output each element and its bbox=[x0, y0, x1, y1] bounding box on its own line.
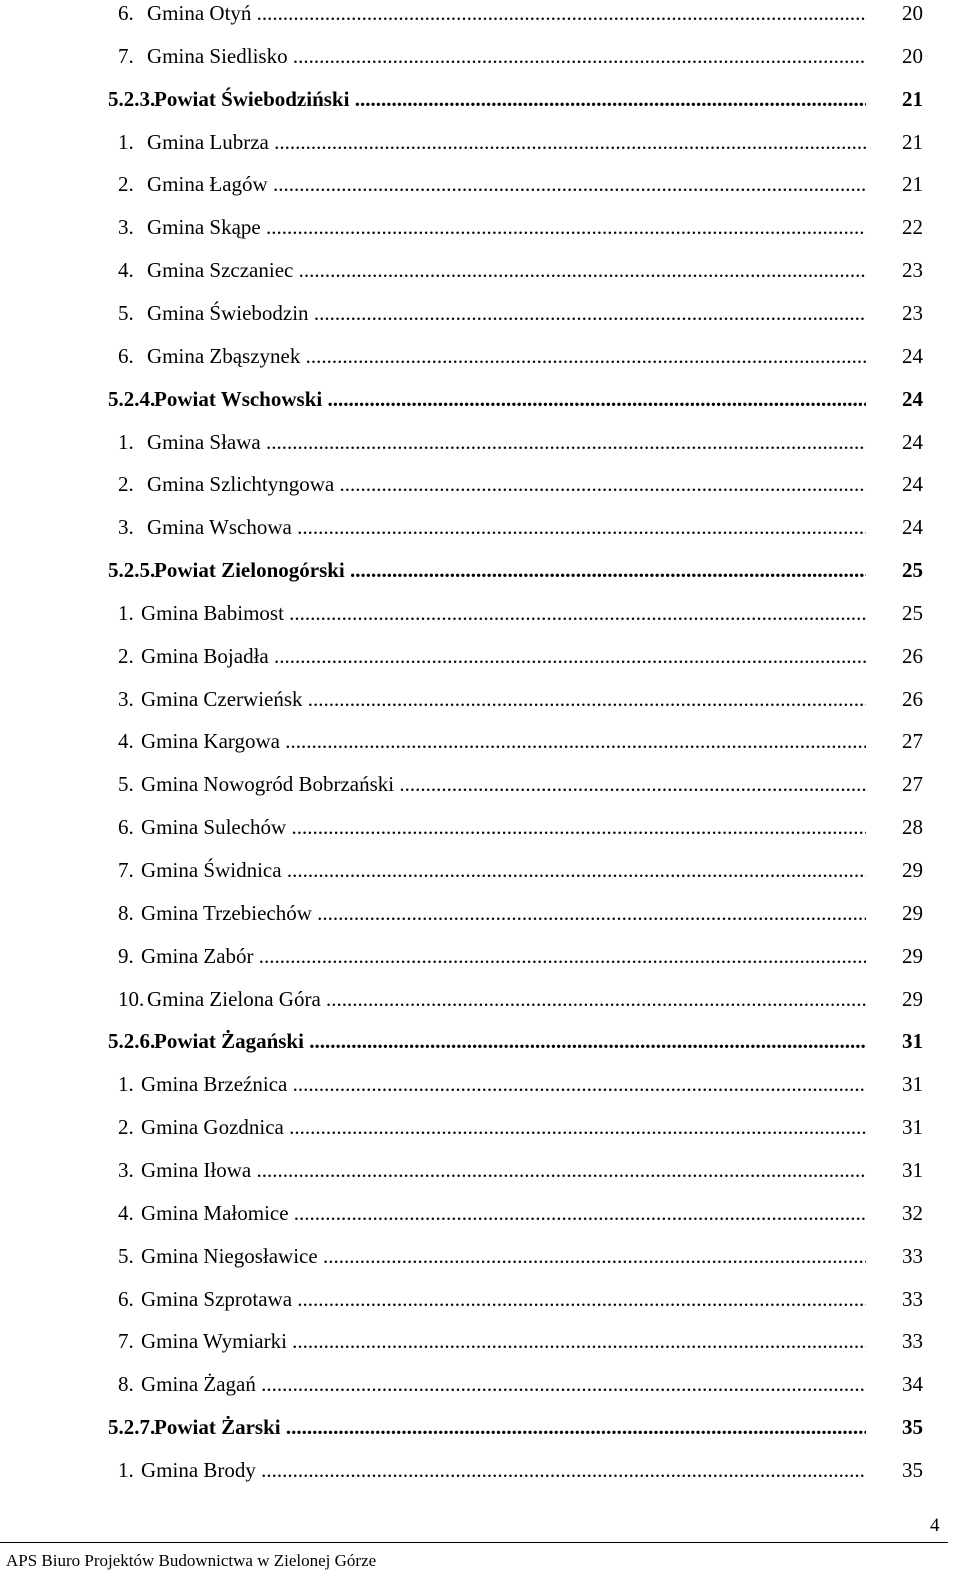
toc-entry bbox=[0, 468, 960, 500]
toc-entry-title: Gmina Wymiarki ..... bbox=[141, 1325, 866, 1357]
toc-entry-page: 24 bbox=[902, 386, 923, 411]
toc-entry-page: 25 bbox=[902, 558, 923, 583]
toc-entry bbox=[0, 768, 960, 800]
footer-text: APS Biuro Projektów Budownictwa w Zielonej Górze bbox=[6, 1551, 377, 1570]
toc-entry-number: 6. bbox=[118, 343, 134, 368]
toc-entry-page: 20 bbox=[902, 1, 923, 25]
toc-entry bbox=[0, 1197, 960, 1229]
toc-entry-number: 8. bbox=[118, 1372, 134, 1397]
toc-entry-title: Powiat Żarski ..... bbox=[154, 1411, 866, 1443]
toc-entry-page: 29 bbox=[902, 943, 923, 968]
toc-entry-page: 31 bbox=[902, 1029, 923, 1054]
footer-divider bbox=[0, 1542, 948, 1543]
toc-entry-title: Gmina Lubrza ..... bbox=[147, 126, 866, 158]
toc-section-entry bbox=[0, 1411, 960, 1443]
toc-entry-title: Gmina Brzeźnica ..... bbox=[141, 1068, 866, 1100]
toc-entry-page: 25 bbox=[902, 600, 923, 625]
toc-entry-page: 22 bbox=[902, 215, 923, 240]
toc-entry-title: Powiat Wschowski ..... bbox=[154, 383, 866, 415]
toc-entry-number: 4. bbox=[118, 1200, 134, 1225]
toc-entry-title: Gmina Małomice ..... bbox=[141, 1197, 866, 1229]
toc-entry-page: 26 bbox=[902, 643, 923, 668]
toc-entry-title: Gmina Wschowa ..... bbox=[147, 511, 866, 543]
toc-entry-page: 21 bbox=[902, 129, 923, 154]
toc-entry bbox=[0, 983, 960, 1015]
toc-entry bbox=[0, 811, 960, 843]
toc-entry-number: 1. bbox=[118, 600, 134, 625]
toc-entry-number: 6. bbox=[118, 1286, 134, 1311]
toc-entry-title: Gmina Bojadła ..... bbox=[141, 640, 866, 672]
toc-entry bbox=[0, 340, 960, 372]
toc-entry bbox=[0, 1111, 960, 1143]
toc-entry-number: 5.2.5. bbox=[108, 558, 156, 583]
toc-entry-title: Gmina Niegosławice ..... bbox=[141, 1240, 866, 1272]
toc-entry-title: Gmina Świebodzin ..... bbox=[147, 297, 866, 329]
toc-entry-number: 1. bbox=[118, 1457, 134, 1482]
toc-entry-page: 27 bbox=[902, 772, 923, 797]
toc-entry bbox=[0, 297, 960, 329]
toc-entry-number: 5.2.6. bbox=[108, 1029, 156, 1054]
toc-entry-page: 29 bbox=[902, 986, 923, 1011]
toc-entry-page: 24 bbox=[902, 472, 923, 497]
toc-entry-number: 5.2.7. bbox=[108, 1415, 156, 1440]
toc-entry-number: 1. bbox=[118, 129, 134, 154]
toc-entry-number: 5. bbox=[118, 1243, 134, 1268]
toc-entry-page: 23 bbox=[902, 300, 923, 325]
toc-entry-title: Gmina Szlichtyngowa ..... bbox=[147, 468, 866, 500]
toc-entry-page: 33 bbox=[902, 1243, 923, 1268]
toc-entry-number: 6. bbox=[118, 815, 134, 840]
toc-entry-title: Gmina Zbąszynek ..... bbox=[147, 340, 866, 372]
toc-entry-number: 8. bbox=[118, 900, 134, 925]
toc-entry-title: Powiat Świebodziński ..... bbox=[154, 83, 866, 115]
toc-section-entry bbox=[0, 1025, 960, 1057]
toc-entry-page: 32 bbox=[902, 1200, 923, 1225]
toc-entry-number: 2. bbox=[118, 643, 134, 668]
toc-entry bbox=[0, 854, 960, 886]
toc-entry-title: Gmina Łagów ..... bbox=[147, 168, 866, 200]
toc-entry bbox=[0, 1068, 960, 1100]
toc-entry-page: 31 bbox=[902, 1115, 923, 1140]
toc-entry bbox=[0, 597, 960, 629]
toc-entry-page: 20 bbox=[902, 43, 923, 68]
toc-entry-number: 4. bbox=[118, 258, 134, 283]
toc-entry bbox=[0, 1154, 960, 1186]
toc-entry-page: 35 bbox=[902, 1415, 923, 1440]
toc-entry bbox=[0, 168, 960, 200]
toc-entry-number: 2. bbox=[118, 172, 134, 197]
toc-entry-number: 7. bbox=[118, 858, 134, 882]
toc-entry-number: 1. bbox=[118, 429, 134, 454]
toc-entry-title: Gmina Iłowa ..... bbox=[141, 1154, 866, 1186]
toc-entry-title: Gmina Kargowa ..... bbox=[141, 725, 866, 757]
toc-entry-number: 6. bbox=[118, 1, 134, 25]
toc-entry-title: Gmina Szprotawa ..... bbox=[141, 1283, 866, 1315]
toc-entry-title: Gmina Świdnica ..... bbox=[141, 854, 866, 886]
toc-entry bbox=[0, 897, 960, 929]
toc-entry-number: 2. bbox=[118, 1115, 134, 1140]
toc-entry-page: 31 bbox=[902, 1072, 923, 1097]
toc-entry-number: 7. bbox=[118, 1329, 134, 1354]
toc-entry-page: 24 bbox=[902, 429, 923, 454]
toc-entry-number: 3. bbox=[118, 1157, 134, 1182]
toc-entry-page: 29 bbox=[902, 900, 923, 925]
toc-entry-page: 35 bbox=[902, 1457, 923, 1482]
toc-entry bbox=[0, 940, 960, 972]
toc-entry-number: 10. bbox=[118, 986, 145, 1011]
toc-entry-page: 24 bbox=[902, 515, 923, 540]
toc-entry-number: 5. bbox=[118, 772, 134, 797]
toc-entry-page: 27 bbox=[902, 729, 923, 754]
toc-entry-page: 28 bbox=[902, 815, 923, 840]
toc-entry bbox=[0, 0, 960, 29]
toc-entry bbox=[0, 725, 960, 757]
toc-entry-number: 5. bbox=[118, 300, 134, 325]
toc-entry bbox=[0, 511, 960, 543]
toc-entry-title: Gmina Nowogród Bobrzański ..... bbox=[141, 768, 866, 800]
toc-entry-title: Gmina Siedlisko ..... bbox=[147, 40, 866, 72]
toc-entry-page: 23 bbox=[902, 258, 923, 283]
toc-entry-title: Gmina Żagań ..... bbox=[141, 1368, 866, 1400]
toc-entry-number: 9. bbox=[118, 943, 134, 968]
toc-entry-title: Gmina Babimost ..... bbox=[141, 597, 866, 629]
toc-entry-page: 21 bbox=[902, 172, 923, 197]
toc-entry-number: 3. bbox=[118, 215, 134, 240]
toc-entry-title: Gmina Zielona Góra ..... bbox=[147, 983, 866, 1015]
toc-entry-title: Gmina Trzebiechów ..... bbox=[141, 897, 866, 929]
toc-section-entry bbox=[0, 83, 960, 115]
toc-entry bbox=[0, 1325, 960, 1357]
toc-entry bbox=[0, 683, 960, 715]
toc-entry-title: Gmina Gozdnica ..... bbox=[141, 1111, 866, 1143]
toc-entry-title: Gmina Czerwieńsk ..... bbox=[141, 683, 866, 715]
toc-entry-title: Gmina Sulechów ..... bbox=[141, 811, 866, 843]
toc-entry-title: Gmina Otyń ..... bbox=[147, 0, 866, 29]
toc-entry-page: 33 bbox=[902, 1329, 923, 1354]
toc-entry-page: 24 bbox=[902, 343, 923, 368]
toc-entry bbox=[0, 1454, 960, 1486]
toc-entry-title: Powiat Zielonogórski ..... bbox=[154, 554, 866, 586]
toc-entry-page: 29 bbox=[902, 858, 923, 882]
toc-entry-number: 2. bbox=[118, 472, 134, 497]
toc-entry bbox=[0, 426, 960, 458]
toc-entry-number: 3. bbox=[118, 515, 134, 540]
toc-entry bbox=[0, 126, 960, 158]
toc-entry-page: 31 bbox=[902, 1157, 923, 1182]
toc-entry-title: Gmina Sława ..... bbox=[147, 426, 866, 458]
toc-entry-number: 7. bbox=[118, 43, 134, 68]
toc-entry-number: 4. bbox=[118, 729, 134, 754]
toc-entry-page: 21 bbox=[902, 86, 923, 111]
toc-entry-page: 34 bbox=[902, 1372, 923, 1397]
toc-entry-title: Gmina Szczaniec ..... bbox=[147, 254, 866, 286]
toc-entry bbox=[0, 1240, 960, 1272]
page-number: 4 bbox=[930, 1515, 940, 1536]
toc-entry-page: 33 bbox=[902, 1286, 923, 1311]
toc-entry-page: 26 bbox=[902, 686, 923, 711]
toc-entry-title: Gmina Brody ..... bbox=[141, 1454, 866, 1486]
toc-entry-title: Gmina Zabór ..... bbox=[141, 940, 866, 972]
toc-entry-title: Gmina Skąpe ..... bbox=[147, 211, 866, 243]
toc-entry bbox=[0, 640, 960, 672]
toc-entry-number: 5.2.4. bbox=[108, 386, 156, 411]
toc-entry-title: Powiat Żagański ..... bbox=[154, 1025, 866, 1057]
toc-entry bbox=[0, 1368, 960, 1400]
toc-section-entry bbox=[0, 383, 960, 415]
toc-entry-number: 3. bbox=[118, 686, 134, 711]
toc-entry bbox=[0, 1283, 960, 1315]
toc-entry bbox=[0, 254, 960, 286]
toc-entry bbox=[0, 40, 960, 72]
toc-entry bbox=[0, 211, 960, 243]
toc-entry-number: 1. bbox=[118, 1072, 134, 1097]
toc-entry-number: 5.2.3. bbox=[108, 86, 156, 111]
toc-section-entry bbox=[0, 554, 960, 586]
